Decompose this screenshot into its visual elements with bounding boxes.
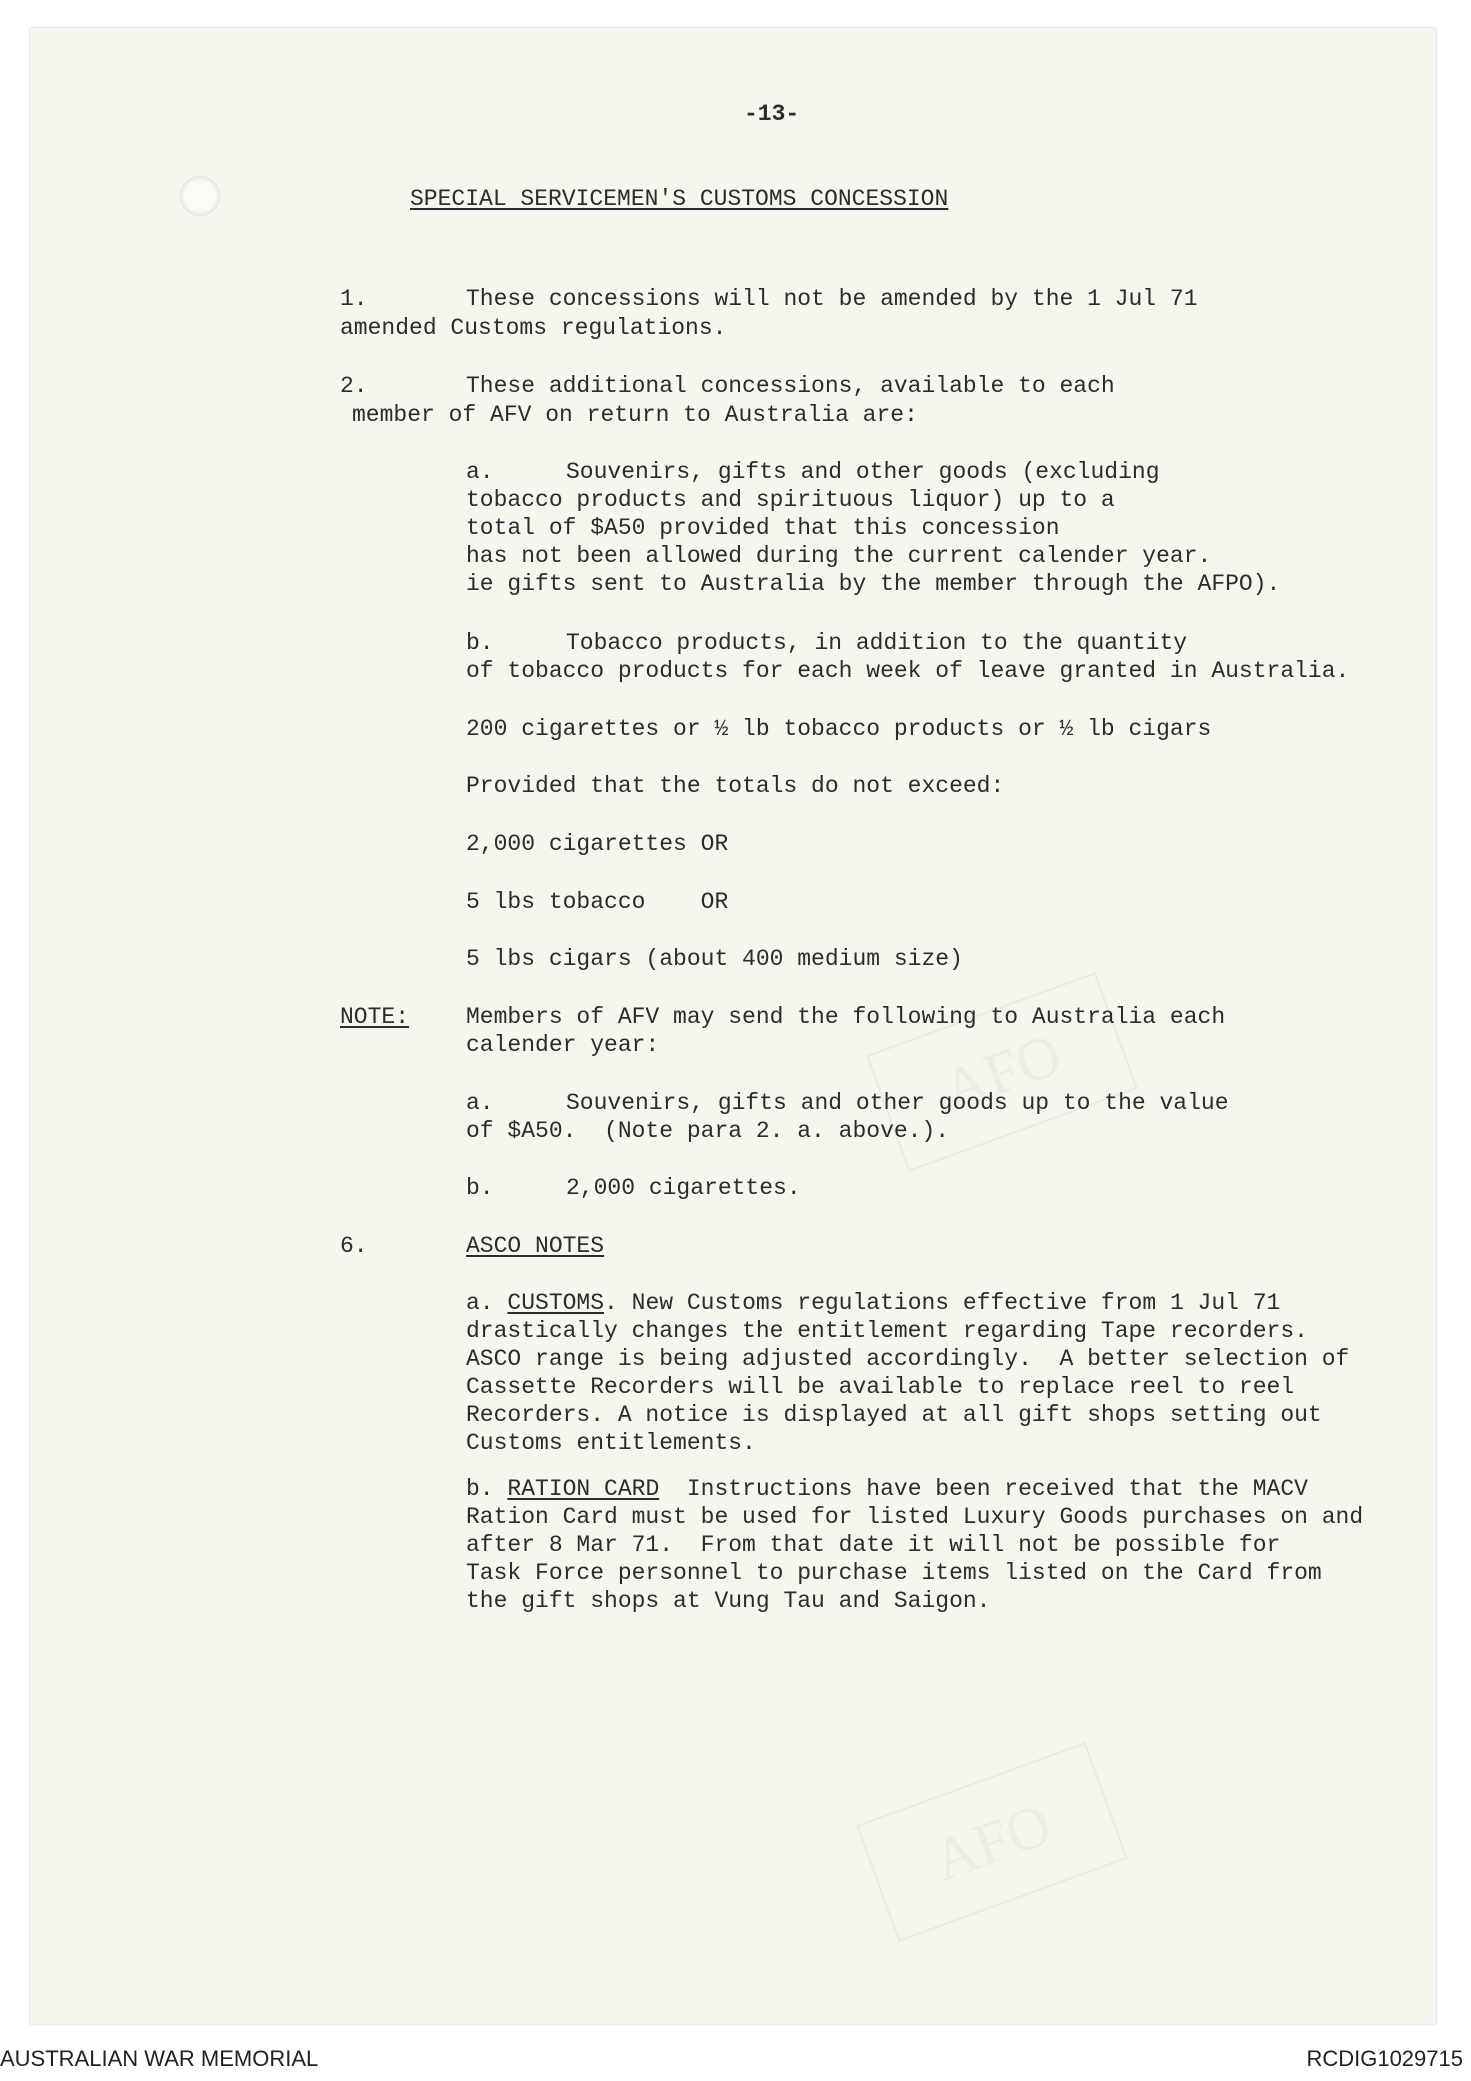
note-label: NOTE: — [340, 1004, 410, 1030]
para6-heading: ASCO NOTES — [466, 1233, 605, 1259]
note-a-line: Souvenirs, gifts and other goods up to the value — [566, 1090, 1229, 1116]
weekly-allowance: 200 cigarettes or ½ lb tobacco products or ½ lb cigars — [466, 716, 1212, 742]
para6a-line: Recorders. A notice is displayed at all gift shops setting out — [466, 1402, 1322, 1428]
note-a-label: a. — [466, 1090, 494, 1116]
para1-number: 1. — [340, 286, 368, 312]
para2a-line: Souvenirs, gifts and other goods (excluding — [566, 459, 1160, 485]
footer-source: AUSTRALIAN WAR MEMORIAL — [0, 2046, 319, 2071]
page-title: SPECIAL SERVICEMEN'S CUSTOMS CONCESSION — [410, 186, 949, 212]
para6a-text: . New Customs regulations effective from 1 Jul 71 — [604, 1290, 1281, 1316]
note-b-label: b. — [466, 1175, 494, 1201]
para6a-line: ASCO range is being adjusted accordingly. A better selection of — [466, 1346, 1350, 1372]
footer-record-id: RCDIG1029715 — [1306, 2046, 1463, 2071]
para2a-line: total of $A50 provided that this concession — [466, 515, 1060, 541]
para2b-line: of tobacco products for each week of leave granted in Australia. — [466, 658, 1350, 684]
para6a-line: drastically changes the entitlement regarding Tape recorders. — [466, 1318, 1308, 1344]
para2-line: member of AFV on return to Australia are: — [352, 402, 918, 428]
para2b-label: b. — [466, 630, 494, 656]
para2a-label: a. — [466, 459, 494, 485]
para1-line: amended Customs regulations. — [340, 315, 727, 341]
para1-line: These concessions will not be amended by the 1 Jul 71 — [466, 286, 1198, 312]
para6a-heading: CUSTOMS — [507, 1290, 605, 1316]
para6a-line: Cassette Recorders will be available to replace reel to reel — [466, 1374, 1295, 1400]
para6b-line: Task Force personnel to purchase items listed on the Card from — [466, 1560, 1322, 1586]
para2a-line: ie gifts sent to Australia by the member through the AFPO). — [466, 571, 1281, 597]
watermark-stamp: AFO — [856, 1742, 1128, 1942]
limit-cigars: 5 lbs cigars (about 400 medium size) — [466, 946, 963, 972]
page-number: -13- — [744, 101, 800, 127]
para6b-line: after 8 Mar 71. From that date it will not be possible for — [466, 1532, 1281, 1558]
watermark-stamp: AFO — [866, 972, 1138, 1172]
para6a-prefix: a. — [466, 1290, 494, 1316]
para2a-line: has not been allowed during the current calender year. — [466, 543, 1212, 569]
para6a-first-line — [466, 1289, 1280, 1317]
punch-hole — [180, 176, 220, 216]
para2a-line: tobacco products and spirituous liquor) up to a — [466, 487, 1115, 513]
para2-line: These additional concessions, available to each — [466, 373, 1115, 399]
provided-clause: Provided that the totals do not exceed: — [466, 773, 1005, 799]
para6b-text: Instructions have been received that the MACV — [659, 1476, 1308, 1502]
note-b-text: 2,000 cigarettes. — [566, 1175, 801, 1201]
note-line: calender year: — [466, 1032, 660, 1058]
para6a-line: Customs entitlements. — [466, 1430, 756, 1456]
note-a-line: of $A50. (Note para 2. a. above.). — [466, 1118, 950, 1144]
para6b-heading: RATION CARD — [507, 1476, 660, 1502]
note-line: Members of AFV may send the following to Australia each — [466, 1004, 1226, 1030]
para6b-prefix: b. — [466, 1476, 494, 1502]
para6b-line: the gift shops at Vung Tau and Saigon. — [466, 1588, 991, 1614]
para2-number: 2. — [340, 373, 368, 399]
limit-cigarettes: 2,000 cigarettes OR — [466, 831, 729, 857]
para6-number: 6. — [340, 1233, 368, 1259]
para2b-line: Tobacco products, in addition to the quantity — [566, 630, 1188, 656]
limit-tobacco: 5 lbs tobacco OR — [466, 889, 729, 915]
para6b-line: Ration Card must be used for listed Luxury Goods purchases on and — [466, 1504, 1364, 1530]
para6b-first-line — [466, 1475, 1308, 1503]
